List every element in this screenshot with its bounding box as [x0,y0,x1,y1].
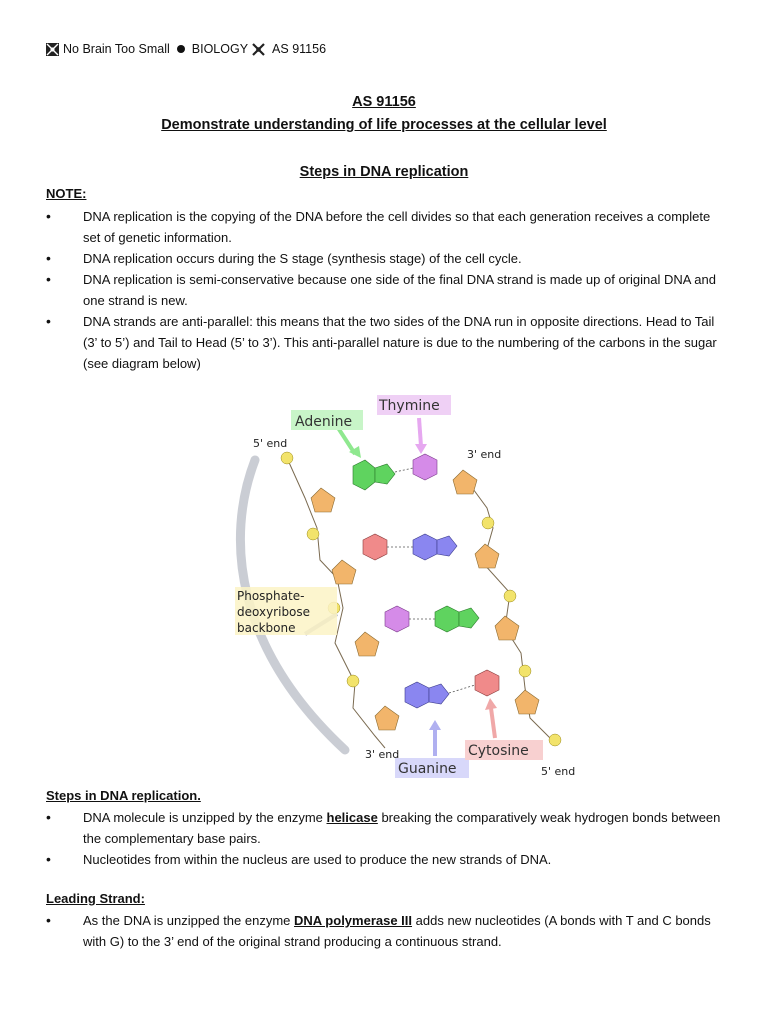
steps-list [46,807,722,870]
bullet-dot-icon [177,45,185,53]
thymine-label: Thymine [379,398,440,414]
header-site-name: No Brain Too Small [63,42,170,56]
backbone-label-line3: backbone [237,621,296,635]
brain-logo-icon [252,43,265,56]
note-list [46,206,722,374]
leading-strand-heading: Leading Strand: [46,891,145,906]
page-header [46,42,326,56]
dna-structure-diagram [225,388,585,780]
right-strand-line [465,478,555,743]
list-item: • Nucleotides from within the nucleus are used to produce the new strands of DNA. [46,849,722,870]
adenine-base [353,460,375,490]
cytosine-arrow [491,708,495,738]
cytosine-label: Cytosine [468,743,529,759]
steps-heading: Steps in DNA replication. [46,788,201,803]
leading-list [46,910,722,952]
dna-polymerase-term: DNA polymerase III [294,913,413,928]
thymine-base [385,606,409,632]
backbone-label-line2: deoxyribose [237,605,311,619]
standard-title: Demonstrate understanding of life processes at the cellular level [161,117,607,133]
three-prime-end-top: 3' end [467,448,502,461]
steps-bullet-1-text-cont: breaking the comparatively weak hydrogen bonds between the complementary base pairs. [83,810,721,846]
backbone-label-line1: Phosphate- [237,589,305,603]
guanine-base [413,534,437,560]
cytosine-base [363,534,387,560]
guanine-label: Guanine [398,761,457,777]
thymine-base [413,454,437,480]
list-item: • DNA replication is the copying of the DNA before the cell divides so that each generation receives a complete set of genetic information. [46,206,722,248]
adenine-base [435,606,459,632]
list-item: • DNA strands are anti-parallel: this means that the two sides of the DNA run in opposite directions. Head to Tail (3’ to 5’) and Tail to Head (5’ to 3’). This anti-parallel nature is due to the numbering of the carbons in the sugar (see diagram below) [46,311,722,374]
list-item: • DNA replication occurs during the S stage (synthesis stage) of the cell cycle. [46,248,722,269]
thymine-arrow [419,418,421,446]
three-prime-end-bottom: 3' end [365,748,400,761]
cytosine-base [475,670,499,696]
standard-code-title: AS 91156 [352,94,416,110]
list-item [46,807,722,849]
five-prime-end-top: 5' end [253,437,288,450]
list-item [46,910,722,952]
leading-bullet-text-cont: adds new nucleotides (A bonds with T and C bonds with G) to the 3’ end of the original strand producing a continuous strand. [83,913,711,949]
steps-bullet-1-text: DNA molecule is unzipped by the enzyme [83,810,327,825]
brain-logo-icon [46,43,59,56]
header-subject: BIOLOGY [191,42,249,56]
list-item: • DNA replication is semi-conservative because one side of the final DNA strand is made up of original DNA and one strand is new. [46,269,722,311]
note-heading: NOTE: [46,186,87,201]
helicase-term: helicase [326,810,378,825]
header-standard: AS 91156 [272,42,327,56]
topic-title: Steps in DNA replication [299,164,469,180]
leading-bullet-text: As the DNA is unzipped the enzyme [83,913,295,928]
guanine-base [405,682,429,708]
adenine-label: Adenine [295,414,353,430]
five-prime-end-bottom: 5' end [541,765,576,778]
